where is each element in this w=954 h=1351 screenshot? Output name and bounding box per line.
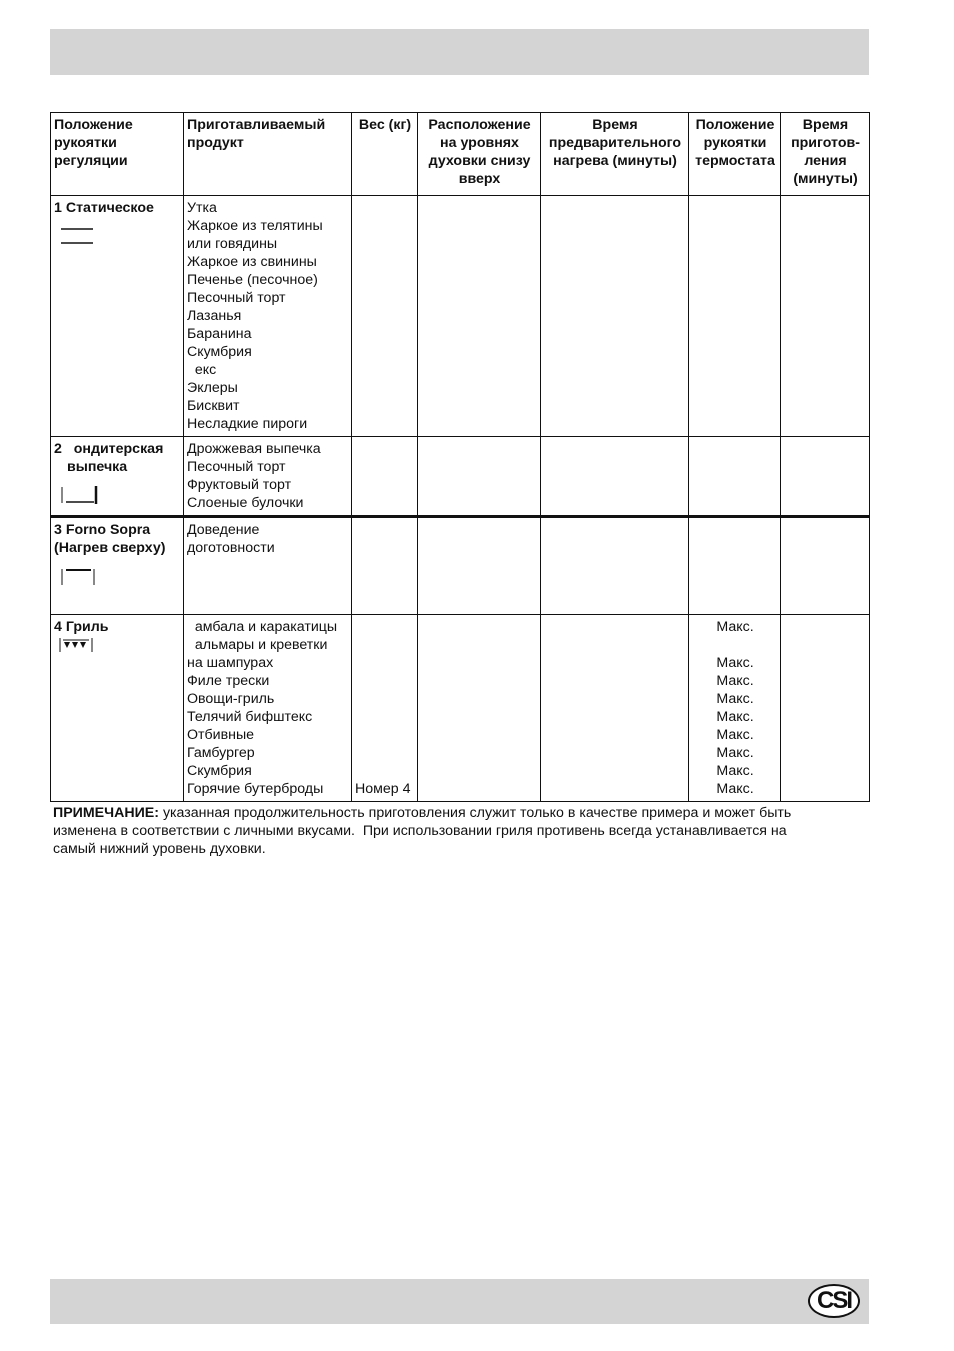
list-item: Отбивные xyxy=(187,727,255,743)
thermostat-value: Макс. xyxy=(716,763,754,779)
position-label: 1 Статическое xyxy=(54,200,154,216)
thermostat-value: Макс. xyxy=(716,727,754,743)
level-value: Номер 4 xyxy=(355,781,411,797)
preheat-cell xyxy=(541,615,689,802)
static-mode-icon xyxy=(54,225,94,247)
weight-cell xyxy=(352,437,418,517)
header-preheat: Время предварительного нагрева (минуты) xyxy=(541,113,689,196)
thermostat-cell xyxy=(689,437,781,517)
weight-cell xyxy=(352,196,418,437)
header-product: Приготавливаемый продукт xyxy=(184,113,352,196)
header-level: Расположение на уровнях духовки снизу вверх xyxy=(418,113,541,196)
thermostat-cell xyxy=(689,615,781,802)
weight-cell xyxy=(352,517,418,615)
list-item: Лазанья xyxy=(187,308,242,324)
products-cell xyxy=(184,437,352,517)
products-cell xyxy=(184,517,352,615)
header-thermostat: Положение рукоятки термостата xyxy=(689,113,781,196)
list-item: Баранина xyxy=(187,326,252,342)
thermostat-value: Макс. xyxy=(716,673,754,689)
list-item: амбала и каракатицы xyxy=(187,619,338,635)
table-row xyxy=(51,615,870,802)
csi-logo: CSI xyxy=(808,1284,860,1318)
footnote-label: ПРИМЕЧАНИЕ: xyxy=(53,805,159,821)
table-row xyxy=(51,517,870,615)
list-item: Бисквит xyxy=(187,398,240,414)
thermostat-value: Макс. xyxy=(716,691,754,707)
list-item: или говядины xyxy=(187,236,278,252)
top-header-bar xyxy=(50,29,869,75)
header-position: Положение рукоятки регуляции xyxy=(51,113,184,196)
bottom-footer-bar xyxy=(50,1279,869,1324)
list-item: Дрожжевая выпечка xyxy=(187,441,321,457)
list-item: Песочный торт xyxy=(187,459,286,475)
footnote-text1: указанная продолжительность приготовления служит только в качестве примера и может быть xyxy=(162,805,792,821)
header-weight: Вес (кг) xyxy=(352,113,418,196)
thermostat-cell xyxy=(689,196,781,437)
table-row xyxy=(51,437,870,517)
list-item: екс xyxy=(187,362,217,378)
preheat-cell xyxy=(541,437,689,517)
table-header-row xyxy=(51,113,870,196)
header-cook-time: Время приготов-ления (минуты) xyxy=(781,113,870,196)
table-row xyxy=(51,196,870,437)
list-item: Доведение xyxy=(187,522,260,538)
products-cell xyxy=(184,196,352,437)
list-item: доготовности xyxy=(187,540,275,556)
list-item: Несладкие пироги xyxy=(187,416,308,432)
list-item: Песочный торт xyxy=(187,290,286,306)
list-item: Печенье (песочное) xyxy=(187,272,318,288)
level-cell xyxy=(418,517,541,615)
list-item: Скумбрия xyxy=(187,763,252,779)
position-label: 2 ондитерская xyxy=(54,441,164,457)
list-item: Филе трески xyxy=(187,673,270,689)
list-item: на шампурах xyxy=(187,655,274,671)
list-item: Утка xyxy=(187,200,217,216)
position-label-line2: выпечка xyxy=(67,459,128,475)
position-cell xyxy=(51,196,184,437)
thermostat-value: Макс. xyxy=(716,619,754,635)
footnote-line2: изменена в соответствии с личными вкусами. При использовании гриля противень всегда устанавливается на xyxy=(53,823,787,839)
list-item: альмары и креветки xyxy=(187,637,328,653)
list-item: Горячие бутерброды xyxy=(187,781,324,797)
list-item: Овощи-гриль xyxy=(187,691,275,707)
list-item: Телячий бифштекс xyxy=(187,709,313,725)
level-cell xyxy=(418,615,541,802)
cook-time-cell xyxy=(781,615,870,802)
level-cell xyxy=(418,196,541,437)
list-item: Жаркое из телятины xyxy=(187,218,323,234)
footnote xyxy=(53,804,853,858)
footnote-line1 xyxy=(53,804,853,822)
position-cell xyxy=(51,615,184,802)
preheat-cell xyxy=(541,517,689,615)
list-item: Слоеные булочки xyxy=(187,495,304,511)
level-cell xyxy=(418,437,541,517)
products-cell xyxy=(184,615,352,802)
thermostat-value xyxy=(692,636,778,654)
position-label: 3 Forno Sopra xyxy=(54,522,151,538)
list-item: Эклеры xyxy=(187,380,238,396)
list-item: Гамбургер xyxy=(187,745,255,761)
footnote-line3: самый нижний уровень духовки. xyxy=(53,841,266,857)
list-item: Жаркое из свинины xyxy=(187,254,317,270)
thermostat-value: Макс. xyxy=(716,709,754,725)
thermostat-value: Макс. xyxy=(716,745,754,761)
preheat-cell xyxy=(541,196,689,437)
thermostat-cell xyxy=(689,517,781,615)
pastry-mode-icon xyxy=(54,484,104,506)
cook-time-cell xyxy=(781,517,870,615)
position-label-line2: (Нагрев сверху) xyxy=(54,540,166,556)
position-cell xyxy=(51,437,184,517)
position-cell xyxy=(51,517,184,615)
top-heat-mode-icon xyxy=(54,565,104,587)
cooking-table xyxy=(50,112,870,802)
position-label: 4 Гриль xyxy=(54,619,109,635)
thermostat-value: Макс. xyxy=(716,781,754,797)
grill-mode-icon xyxy=(54,636,104,656)
thermostat-value: Макс. xyxy=(716,655,754,671)
list-item: Скумбрия xyxy=(187,344,252,360)
cook-time-cell xyxy=(781,196,870,437)
weight-cell xyxy=(352,615,418,802)
cook-time-cell xyxy=(781,437,870,517)
list-item: Фруктовый торт xyxy=(187,477,292,493)
